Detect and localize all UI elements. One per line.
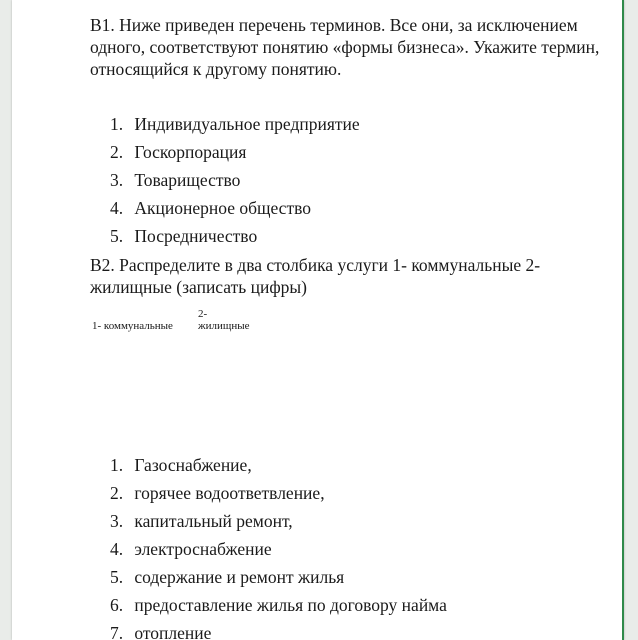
- list-item: 1. Индивидуальное предприятие: [110, 114, 360, 134]
- list-item: 3. капитальный ремонт,: [110, 511, 293, 531]
- task-b2-text: В2. Распределите в два столбика услуги 1- коммунальные 2- жилищные (записать цифры): [90, 255, 541, 297]
- column-2-label: 2- жилищные: [198, 308, 250, 332]
- list-item: 1. Газоснабжение,: [110, 455, 252, 475]
- list-item: 5. содержание и ремонт жилья: [110, 567, 345, 587]
- page-edge-divider: [622, 0, 624, 640]
- task-b2-list: [110, 451, 447, 640]
- task-b1-list: [110, 110, 360, 250]
- list-item: 3. Товарищество: [110, 170, 241, 190]
- list-item: 7. отопление: [110, 623, 212, 640]
- list-item: 2. Госкорпорация: [110, 142, 247, 162]
- list-item: 5. Посредничество: [110, 226, 258, 246]
- list-item: 4. электроснабжение: [110, 539, 272, 559]
- document-page: [12, 0, 624, 640]
- list-item: 2. горячее водоответвление,: [110, 483, 325, 503]
- list-item: 4. Акционерное общество: [110, 198, 311, 218]
- list-item: 6. предоставление жилья по договору найма: [110, 595, 447, 615]
- task-b1-text: В1. Ниже приведен перечень терминов. Все они, за исключением одного, соответствуют понятию «формы бизнеса». Укажите термин, относящийся к другому понятию.: [90, 15, 600, 79]
- column-1-label: 1- коммунальные: [92, 320, 173, 332]
